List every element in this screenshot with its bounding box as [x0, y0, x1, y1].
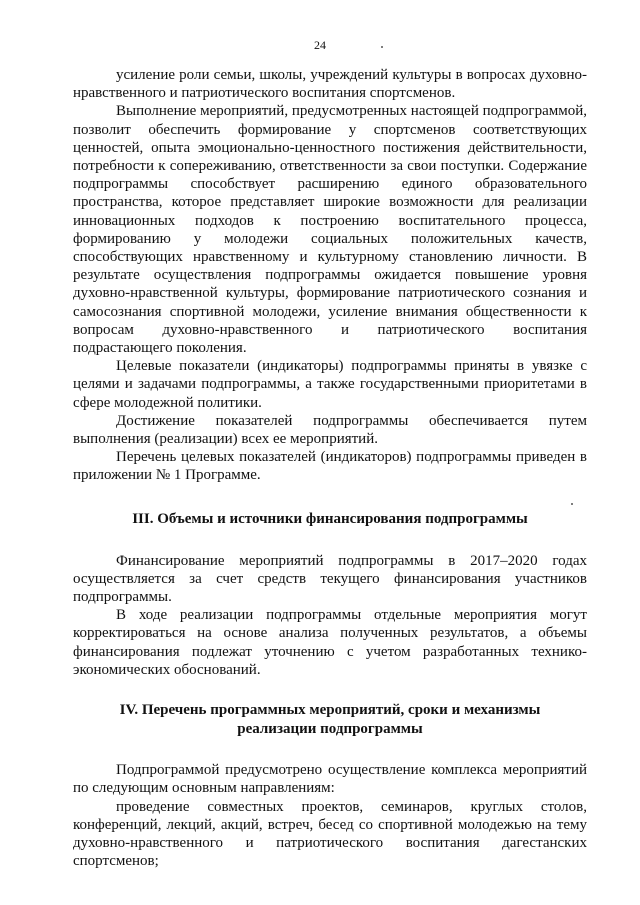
- section-heading-line: реализации подпрограммы: [237, 721, 423, 738]
- paragraph: проведение совместных проектов, семинаров, круглых столов, конференций, лекций, акций, встреч, бесед со спортивной молодежью на тему духовно-нравственного и патриотического воспитания дагестанских спортсменов;: [73, 798, 587, 870]
- document-body: [73, 66, 587, 870]
- paragraph: Целевые показатели (индикаторы) подпрограммы приняты в увязке с целями и задачами подпрограммы, а также государственными приоритетами в сфере молодежной политики.: [73, 358, 587, 411]
- paragraph-continuation: усиление роли семьи, школы, учреждений культуры в вопросах духовно-нравственного и патриотического воспитания спортсменов.: [73, 67, 587, 102]
- paragraph: Подпрограммой предусмотрено осуществление комплекса мероприятий по следующим основным направлениям:: [73, 762, 587, 797]
- paragraph: В ходе реализации подпрограммы отдельные мероприятия могут корректироваться на основе анализа полученных результатов, а объемы финансирования подлежат уточнению с учетом разработанных технико-экономических обоснований.: [73, 607, 587, 678]
- page-number: 24: [314, 38, 326, 52]
- paragraph: Перечень целевых показателей (индикаторов) подпрограммы приведен в приложении № 1 Программе.: [73, 449, 587, 484]
- scan-speck: [381, 46, 383, 48]
- paragraph: Выполнение мероприятий, предусмотренных настоящей подпрограммой, позволит обеспечить формирование у спортсменов соответствующих ценностей, опыта эмоционально-ценностного постижения действительности, потребности к сопереживанию, ответственности за свои поступки. Содержание подпрограммы способствует расширению единого образовательного пространства, которое представляет широкие возможности для реализации инновационных подходов к построению воспитательного процесса, формированию у молодежи социальных положительных качеств, способствующих нравственному и культурному становлению личности. В результате осуществления подпрограммы ожидается повышение уровня духовно-нравственной культуры, формирование патриотического сознания и самосознания спортивной молодежи, усиление внимания общественности к вопросам духовно-нравственного и патриотического воспитания подрастающего поколения.: [73, 103, 587, 357]
- paragraph: Достижение показателей подпрограммы обеспечивается путем выполнения (реализации) всех ее мероприятий.: [73, 412, 587, 448]
- section-heading-financing: III. Объемы и источники финансирования подпрограммы: [132, 510, 528, 527]
- section-heading-line: IV. Перечень программных мероприятий, сроки и механизмы: [119, 702, 541, 719]
- section-heading-activities: [73, 701, 587, 739]
- paragraph: Финансирование мероприятий подпрограммы в 2017–2020 годах осуществляется за счет средств текущего финансирования участников подпрограммы.: [73, 552, 587, 606]
